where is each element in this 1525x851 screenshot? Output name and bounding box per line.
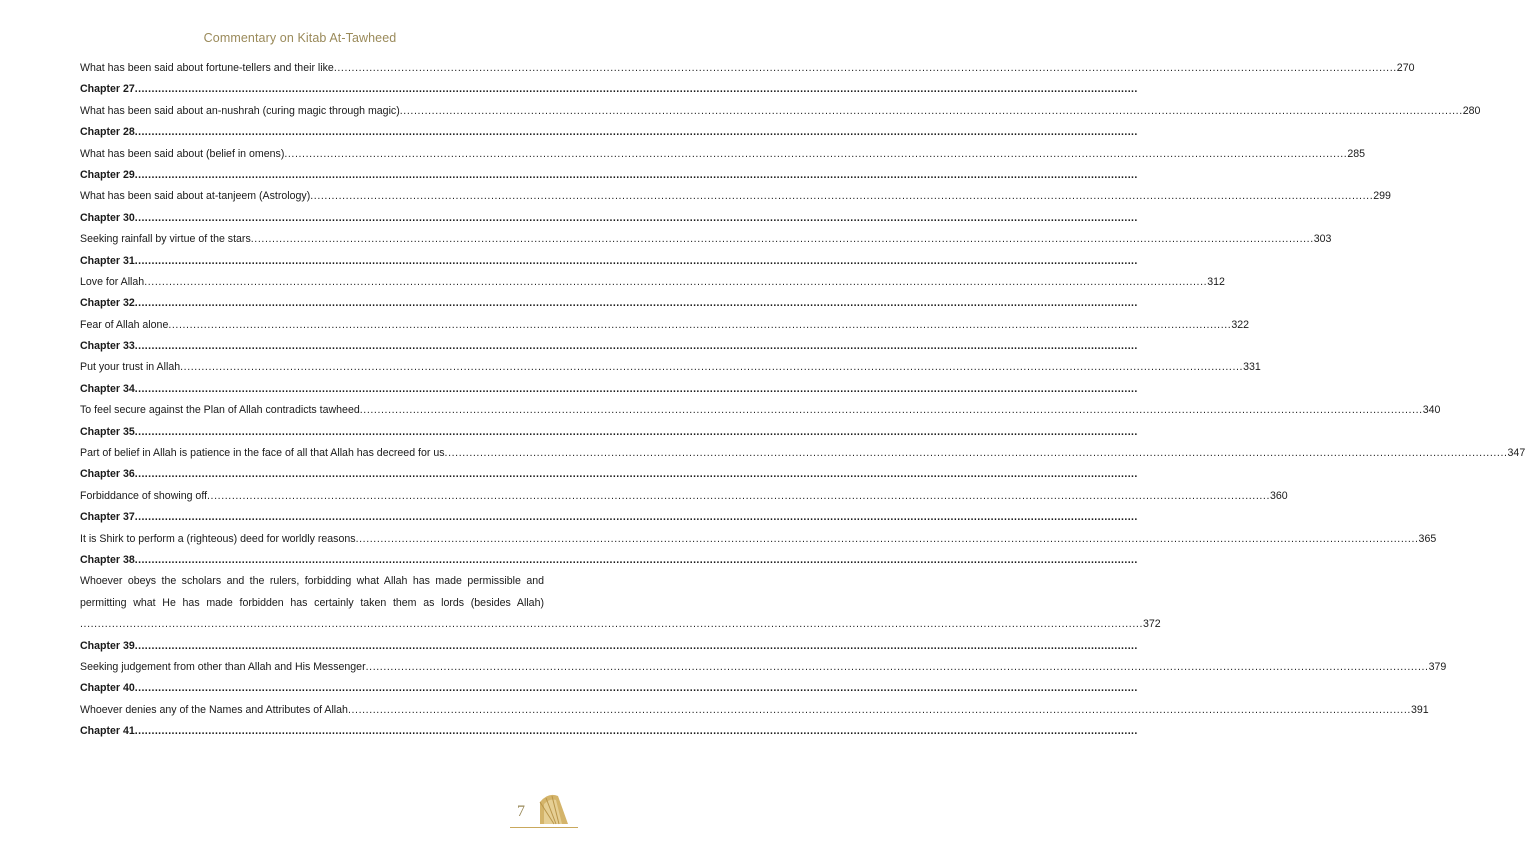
toc-page-number: 379 [1428, 660, 1447, 673]
toc-entry[interactable] [80, 186, 1391, 207]
toc-page-number: 347 [1507, 447, 1525, 460]
toc-entry-title: Put your trust in Allah [80, 361, 181, 374]
chapter-label: Chapter 38 [80, 553, 135, 566]
leader-dots: ............................................................................................................................................................................................................................................................................................................ [134, 511, 1138, 524]
toc-page-number: 270 [1396, 62, 1415, 74]
leader-dots: ............................................................................................................................................................................................................................................................................................................ [144, 275, 1208, 288]
chapter-label: Chapter 39 [80, 639, 135, 652]
chapter-label: Chapter 27 [80, 83, 135, 96]
page-number: 7 [517, 803, 525, 820]
leader-dots: ............................................................................................................................................................................................................................................................................................................ [134, 639, 1138, 652]
toc-chapter-heading[interactable] [80, 165, 1138, 186]
toc-entry-title: What has been said about at-tanjeem (Astrology) [80, 190, 311, 203]
chapter-label: Chapter 31 [80, 254, 135, 267]
toc-entry[interactable] [80, 486, 1288, 507]
toc-entry[interactable] [80, 144, 1366, 165]
leader-dots: ............................................................................................................................................................................................................................................................................................................ [134, 340, 1138, 353]
toc-entry[interactable] [80, 58, 1415, 79]
toc-chapter-heading[interactable] [80, 636, 1138, 657]
toc-page-number: 303 [1313, 233, 1332, 246]
toc-page-number: 340 [1422, 404, 1441, 417]
toc-page-number: 285 [1347, 147, 1366, 160]
toc-entry-title: Part of belief in Allah is patience in the face of all that Allah has decreed for us [80, 447, 445, 460]
toc-entry-title: What has been said about (belief in omens) [80, 147, 285, 160]
chapter-label: Chapter 33 [80, 340, 135, 353]
chapter-label: Chapter 37 [80, 511, 135, 524]
chapter-label: Chapter 32 [80, 297, 135, 310]
leader-dots: ............................................................................................................................................................................................................................................................................................................ [365, 660, 1429, 673]
toc-entry-title: Whoever denies any of the Names and Attributes of Allah [80, 703, 348, 716]
footer-rule [510, 827, 578, 828]
table-of-contents [80, 58, 1525, 743]
leader-dots: ............................................................................................................................................................................................................................................................................................................ [134, 425, 1138, 438]
toc-entry[interactable] [80, 443, 1525, 464]
leader-dots: ............................................................................................................................................................................................................................................................................................................ [284, 147, 1348, 160]
leader-dots: ............................................................................................................................................................................................................................................................................................................ [134, 126, 1138, 139]
toc-entry-title: Fear of Allah alone [80, 318, 169, 331]
toc-entry-title: It is Shirk to perform a (righteous) deed for worldly reasons [80, 532, 356, 545]
chapter-label: Chapter 28 [80, 126, 135, 139]
toc-entry-title: Seeking rainfall by virtue of the stars [80, 233, 251, 246]
toc-chapter-heading[interactable] [80, 208, 1138, 229]
chapter-label: Chapter 36 [80, 468, 135, 481]
toc-entry[interactable] [80, 315, 1250, 336]
toc-entry-title: Forbiddance of showing off [80, 489, 208, 502]
toc-entry[interactable] [80, 614, 1161, 635]
leader-dots: ............................................................................................................................................................................................................................................................................................................ [80, 618, 1143, 631]
chapter-label: Chapter 30 [80, 211, 135, 224]
leader-dots: ............................................................................................................................................................................................................................................................................................................ [134, 254, 1138, 267]
toc-entry-line: permitting what He has made forbidden has certainly taken them as lords (besides Allah) [80, 596, 544, 609]
leader-dots: ............................................................................................................................................................................................................................................................................................................ [134, 382, 1138, 395]
leader-dots: ............................................................................................................................................................................................................................................................................................................ [359, 404, 1423, 417]
leader-dots: ............................................................................................................................................................................................................................................................................................................ [207, 489, 1270, 502]
leader-dots: ............................................................................................................................................................................................................................................................................................................ [134, 682, 1138, 695]
leader-dots: ............................................................................................................................................................................................................................................................................................................ [355, 532, 1419, 545]
chapter-label: Chapter 29 [80, 168, 135, 181]
toc-chapter-heading[interactable] [80, 550, 1138, 571]
toc-chapter-heading[interactable] [80, 122, 1138, 143]
leader-dots: ............................................................................................................................................................................................................................................................................................................ [399, 104, 1463, 117]
toc-entry[interactable] [80, 529, 1437, 550]
toc-entry[interactable] [80, 357, 1261, 378]
chapter-label: Chapter 34 [80, 382, 135, 395]
running-header: Commentary on Kitab At-Tawheed [203, 31, 397, 45]
toc-entry-title: What has been said about an-nushrah (curing magic through magic) [80, 104, 400, 117]
leader-dots: ............................................................................................................................................................................................................................................................................................................ [134, 725, 1138, 738]
leader-dots: ............................................................................................................................................................................................................................................................................................................ [168, 318, 1232, 331]
toc-entry[interactable] [80, 700, 1429, 721]
book-emblem-icon [534, 790, 574, 826]
leader-dots: ............................................................................................................................................................................................................................................................................................................ [333, 62, 1397, 74]
toc-chapter-heading[interactable] [80, 721, 1138, 742]
toc-chapter-heading[interactable] [80, 336, 1138, 357]
leader-dots: ............................................................................................................................................................................................................................................................................................................ [444, 447, 1508, 460]
toc-entry-line: Whoever obeys the scholars and the rulers, forbidding what Allah has made permissible and [80, 575, 544, 588]
leader-dots: ............................................................................................................................................................................................................................................................................................................ [134, 211, 1138, 224]
toc-entry-title: What has been said about fortune-tellers and their like [80, 62, 334, 74]
toc-page-number: 360 [1270, 489, 1288, 502]
toc-page-number: 372 [1142, 618, 1161, 631]
toc-chapter-heading[interactable] [80, 379, 1138, 400]
toc-chapter-heading[interactable] [80, 678, 1138, 699]
leader-dots: ............................................................................................................................................................................................................................................................................................................ [347, 703, 1411, 716]
toc-entry[interactable] [80, 229, 1332, 250]
toc-chapter-heading[interactable] [80, 251, 1138, 272]
leader-dots: ............................................................................................................................................................................................................................................................................................................ [134, 553, 1138, 566]
leader-dots: ............................................................................................................................................................................................................................................................................................................ [310, 190, 1374, 203]
toc-entry-title: To feel secure against the Plan of Allah contradicts tawheed [80, 404, 360, 417]
toc-entry[interactable] [80, 272, 1225, 293]
toc-chapter-heading[interactable] [80, 507, 1138, 528]
toc-entry-title: Seeking judgement from other than Allah and His Messenger [80, 660, 366, 673]
leader-dots: ............................................................................................................................................................................................................................................................................................................ [250, 233, 1314, 246]
leader-dots: ............................................................................................................................................................................................................................................................................................................ [134, 83, 1138, 96]
toc-page-number: 312 [1207, 275, 1225, 288]
chapter-label: Chapter 40 [80, 682, 135, 695]
chapter-label: Chapter 41 [80, 725, 135, 738]
toc-chapter-heading[interactable] [80, 293, 1138, 314]
toc-page-number: 391 [1410, 703, 1429, 716]
toc-chapter-heading[interactable] [80, 79, 1138, 100]
leader-dots: ............................................................................................................................................................................................................................................................................................................ [134, 168, 1138, 181]
toc-chapter-heading[interactable] [80, 464, 1138, 485]
toc-entry-title: Love for Allah [80, 275, 145, 288]
leader-dots: ............................................................................................................................................................................................................................................................................................................ [134, 297, 1138, 310]
leader-dots: ............................................................................................................................................................................................................................................................................................................ [134, 468, 1138, 481]
toc-page-number: 331 [1243, 361, 1261, 374]
toc-page-number: 365 [1418, 532, 1437, 545]
toc-page-number: 322 [1231, 318, 1250, 331]
toc-entry[interactable] [80, 400, 1441, 421]
toc-page-number: 280 [1462, 104, 1481, 117]
chapter-label: Chapter 35 [80, 425, 135, 438]
toc-page-number: 299 [1373, 190, 1391, 203]
toc-entry[interactable] [80, 657, 1447, 678]
leader-dots: ............................................................................................................................................................................................................................................................................................................ [180, 361, 1244, 374]
toc-chapter-heading[interactable] [80, 422, 1138, 443]
toc-entry[interactable] [80, 101, 1481, 122]
